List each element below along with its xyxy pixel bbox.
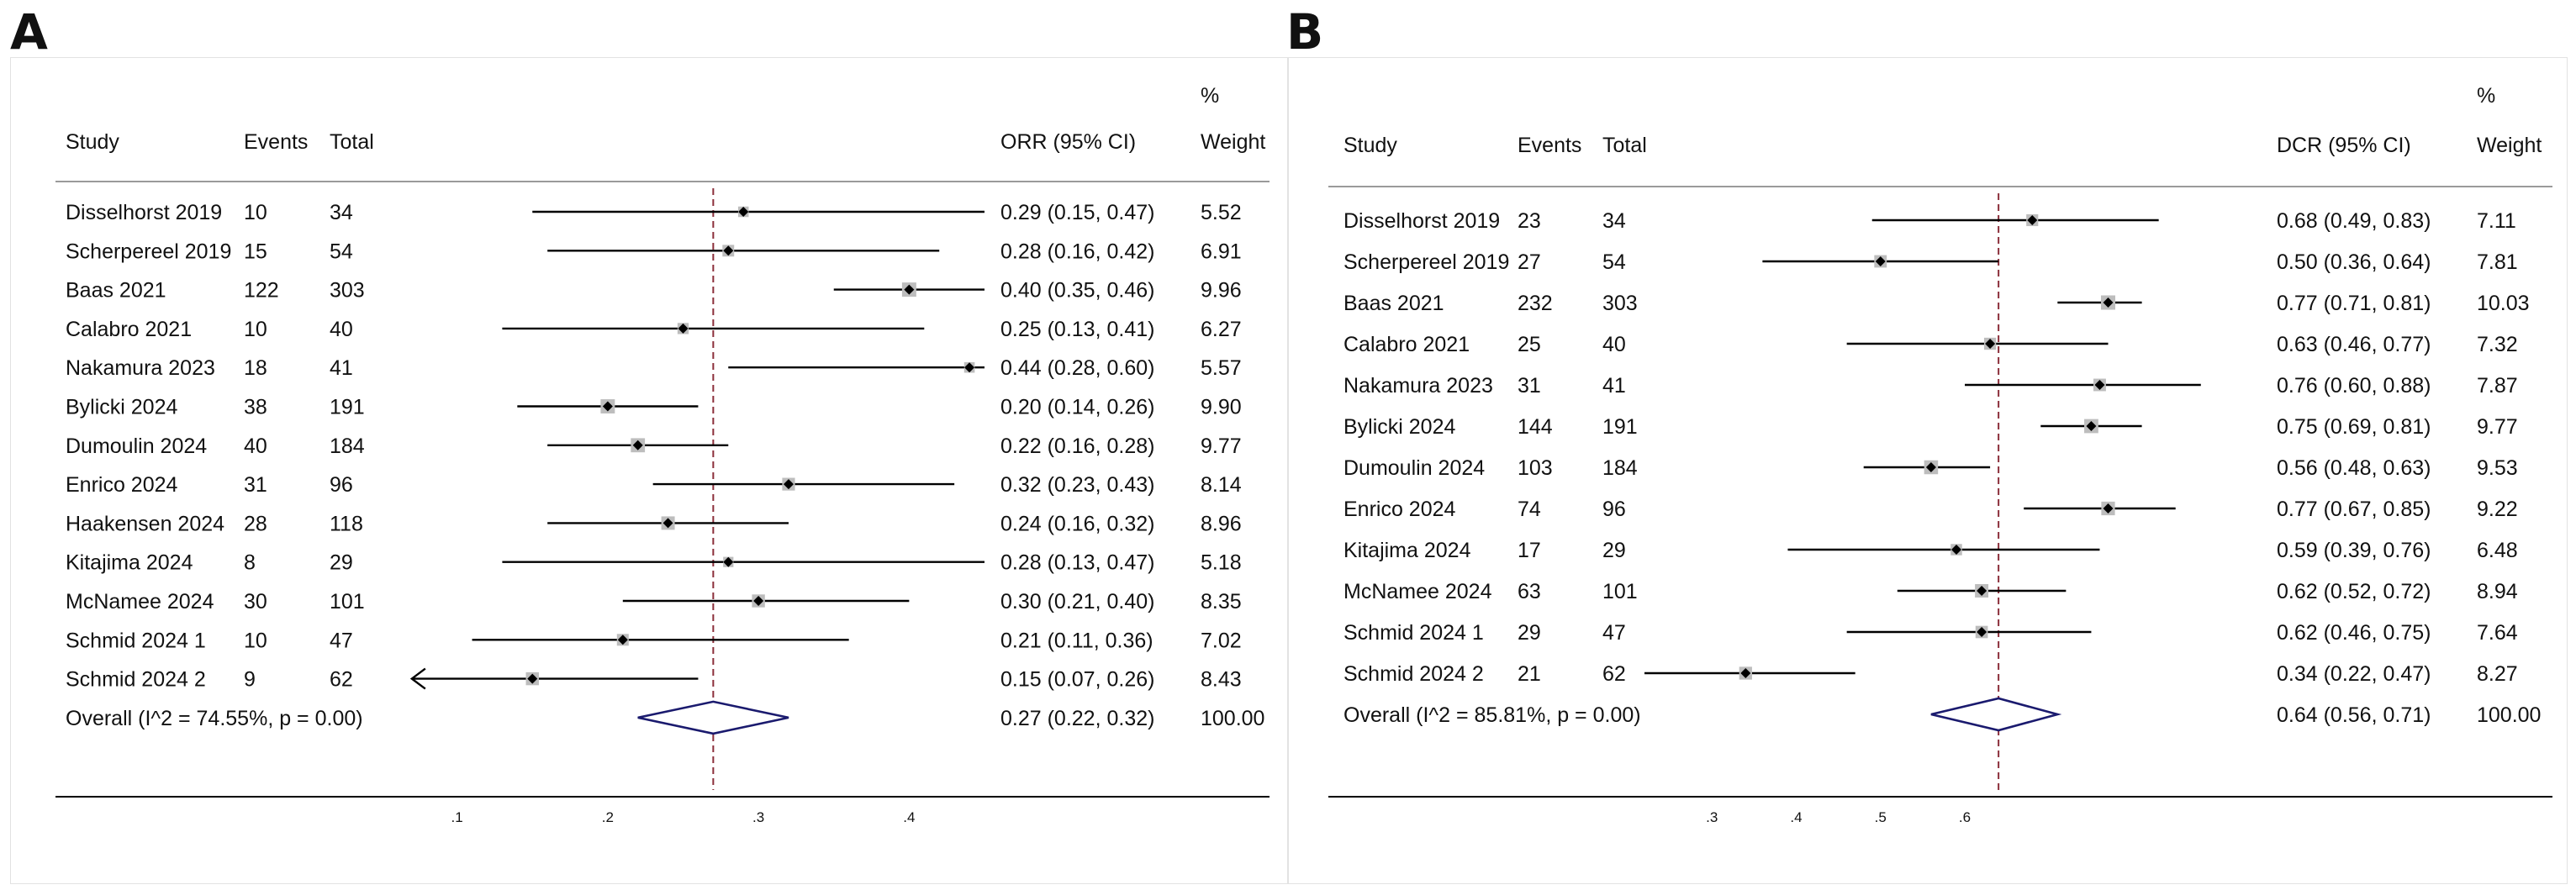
x-tick-label: .1 [451,809,463,825]
overall-label: Overall (I^2 = 85.81%, p = 0.00) [1343,703,1641,727]
study-ci-text: 0.62 (0.52, 0.72) [2277,580,2431,603]
study-total: 41 [1602,374,1626,398]
study-events: 144 [1518,415,1553,439]
study-weight-text: 5.52 [1201,201,1242,224]
study-total: 62 [330,667,353,692]
study-ci-text: 0.50 (0.36, 0.64) [2277,250,2431,274]
study-weight-text: 8.14 [1201,473,1242,498]
study-events: 23 [1518,209,1541,233]
study-total: 184 [1602,456,1638,480]
study-label: Schmid 2024 1 [66,629,206,653]
study-label: Scherpereel 2019 [66,240,232,264]
study-label: Disselhorst 2019 [1343,209,1501,233]
study-ci-text: 0.59 (0.39, 0.76) [2277,539,2431,562]
header-events: Events [244,130,309,154]
x-tick-label: .4 [1790,809,1803,825]
study-total: 303 [1602,292,1638,315]
study-events: 122 [244,278,279,303]
study-events: 18 [244,356,267,381]
study-label: Nakamura 2023 [66,356,215,381]
study-weight-text: 8.94 [2477,580,2518,603]
x-tick-label: .3 [752,809,765,825]
overall-weight-text: 100.00 [2477,703,2542,727]
header-study: Study [66,130,119,154]
header-weight-percent: % [2477,84,2496,108]
study-events: 10 [244,629,267,653]
study-ci-text: 0.40 (0.35, 0.46) [1000,278,1155,303]
study-label: Enrico 2024 [1343,498,1456,521]
study-label: Schmid 2024 2 [66,667,206,692]
panel-letter: A [10,3,48,61]
forest-plot-dcr [1286,0,2576,890]
header-weight-percent: % [1201,84,1220,108]
study-label: Kitajima 2024 [66,550,193,575]
study-weight-text: 5.18 [1201,550,1242,575]
study-weight-text: 9.22 [2477,498,2518,521]
study-ci-text: 0.75 (0.69, 0.81) [2277,415,2431,439]
study-events: 28 [244,512,267,536]
study-events: 10 [244,317,267,341]
study-events: 232 [1518,292,1553,315]
study-label: Nakamura 2023 [1343,374,1493,398]
study-total: 29 [330,550,353,575]
study-total: 41 [330,356,353,381]
study-ci-text: 0.24 (0.16, 0.32) [1000,512,1155,536]
study-ci-text: 0.63 (0.46, 0.77) [2277,333,2431,356]
study-label: Bylicki 2024 [66,395,178,419]
study-total: 303 [330,278,365,303]
study-total: 191 [1602,415,1638,439]
study-ci-text: 0.20 (0.14, 0.26) [1000,395,1155,419]
study-label: Calabro 2021 [66,317,193,341]
study-label: Kitajima 2024 [1343,539,1471,562]
study-weight-text: 7.11 [2477,209,2516,233]
study-ci-text: 0.29 (0.15, 0.47) [1000,201,1155,224]
study-events: 40 [244,434,267,458]
study-ci-text: 0.56 (0.48, 0.63) [2277,456,2431,480]
study-ci-text: 0.76 (0.60, 0.88) [2277,374,2431,398]
study-ci-text: 0.28 (0.16, 0.42) [1000,240,1155,264]
panel-letter: B [1286,3,1324,61]
header-ci: ORR (95% CI) [1000,130,1137,154]
study-events: 9 [244,667,256,692]
study-ci-text: 0.25 (0.13, 0.41) [1000,317,1155,341]
header-weight: Weight [2477,134,2542,157]
study-ci-text: 0.62 (0.46, 0.75) [2277,621,2431,645]
study-weight-text: 9.77 [1201,434,1242,458]
study-total: 54 [330,240,353,264]
header-study: Study [1343,134,1397,157]
study-weight-text: 7.64 [2477,621,2518,645]
study-total: 29 [1602,539,1626,562]
study-ci-text: 0.22 (0.16, 0.28) [1000,434,1155,458]
study-total: 62 [1602,662,1626,686]
study-ci-text: 0.28 (0.13, 0.47) [1000,550,1155,575]
study-total: 96 [330,473,353,498]
study-total: 184 [330,434,365,458]
study-ci-text: 0.44 (0.28, 0.60) [1000,356,1155,381]
study-label: Dumoulin 2024 [66,434,208,458]
study-total: 40 [330,317,353,341]
study-weight-text: 6.27 [1201,317,1242,341]
study-total: 47 [330,629,353,653]
study-weight-text: 5.57 [1201,356,1242,381]
study-events: 10 [244,201,267,224]
study-weight-text: 8.27 [2477,662,2518,686]
study-weight-text: 9.53 [2477,456,2518,480]
study-label: Enrico 2024 [66,473,178,498]
study-events: 8 [244,550,256,575]
x-tick-label: .3 [1706,809,1718,825]
study-label: Schmid 2024 1 [1343,621,1484,645]
study-weight-text: 7.87 [2477,374,2518,398]
overall-weight-text: 100.00 [1201,706,1265,730]
study-weight-text: 6.91 [1201,240,1242,264]
overall-diamond [1931,698,2057,730]
study-total: 47 [1602,621,1626,645]
study-weight-text: 8.43 [1201,667,1242,692]
study-label: McNamee 2024 [1343,580,1492,603]
study-events: 74 [1518,498,1541,521]
study-ci-text: 0.77 (0.67, 0.85) [2277,498,2431,521]
study-weight-text: 9.96 [1201,278,1242,303]
study-label: McNamee 2024 [66,590,214,614]
study-events: 29 [1518,621,1541,645]
study-label: Baas 2021 [1343,292,1444,315]
header-total: Total [1602,134,1647,157]
x-tick-label: .4 [903,809,916,825]
study-label: Baas 2021 [66,278,166,303]
x-tick-label: .2 [601,809,614,825]
overall-ci-text: 0.64 (0.56, 0.71) [2277,703,2431,727]
study-total: 54 [1602,250,1626,274]
study-total: 34 [330,201,353,224]
overall-label: Overall (I^2 = 74.55%, p = 0.00) [66,706,363,730]
study-weight-text: 10.03 [2477,292,2530,315]
study-events: 30 [244,590,267,614]
study-weight-text: 6.48 [2477,539,2518,562]
study-weight-text: 8.96 [1201,512,1242,536]
study-label: Scherpereel 2019 [1343,250,1510,274]
study-weight-text: 9.77 [2477,415,2518,439]
overall-diamond [638,702,789,734]
study-weight-text: 7.32 [2477,333,2518,356]
study-total: 101 [1602,580,1638,603]
panel-b [1286,0,2576,890]
study-weight-text: 7.81 [2477,250,2518,274]
study-label: Bylicki 2024 [1343,415,1456,439]
header-ci: DCR (95% CI) [2277,134,2411,157]
study-events: 31 [1518,374,1541,398]
study-events: 27 [1518,250,1541,274]
study-total: 34 [1602,209,1626,233]
study-weight-text: 8.35 [1201,590,1242,614]
study-label: Calabro 2021 [1343,333,1470,356]
study-events: 63 [1518,580,1541,603]
panel-a [0,0,1286,890]
study-ci-text: 0.34 (0.22, 0.47) [2277,662,2431,686]
study-events: 25 [1518,333,1541,356]
study-total: 191 [330,395,365,419]
study-events: 103 [1518,456,1553,480]
forest-plot-orr [0,0,1286,890]
study-events: 17 [1518,539,1541,562]
study-events: 21 [1518,662,1541,686]
study-label: Haakensen 2024 [66,512,225,536]
header-events: Events [1518,134,1582,157]
study-events: 38 [244,395,267,419]
x-tick-label: .5 [1874,809,1887,825]
study-events: 15 [244,240,267,264]
study-ci-text: 0.68 (0.49, 0.83) [2277,209,2431,233]
study-total: 101 [330,590,365,614]
x-tick-label: .6 [1958,809,1972,825]
study-ci-text: 0.32 (0.23, 0.43) [1000,473,1155,498]
study-label: Disselhorst 2019 [66,201,223,224]
study-ci-text: 0.77 (0.71, 0.81) [2277,292,2431,315]
study-label: Dumoulin 2024 [1343,456,1486,480]
study-ci-text: 0.21 (0.11, 0.36) [1000,629,1153,653]
header-weight: Weight [1201,130,1266,154]
study-total: 96 [1602,498,1626,521]
study-weight-text: 9.90 [1201,395,1242,419]
study-ci-text: 0.15 (0.07, 0.26) [1000,667,1155,692]
header-total: Total [330,130,374,154]
study-total: 118 [330,512,363,536]
study-weight-text: 7.02 [1201,629,1242,653]
study-events: 31 [244,473,267,498]
study-ci-text: 0.30 (0.21, 0.40) [1000,590,1155,614]
overall-ci-text: 0.27 (0.22, 0.32) [1000,706,1155,730]
study-total: 40 [1602,333,1626,356]
study-label: Schmid 2024 2 [1343,662,1484,686]
